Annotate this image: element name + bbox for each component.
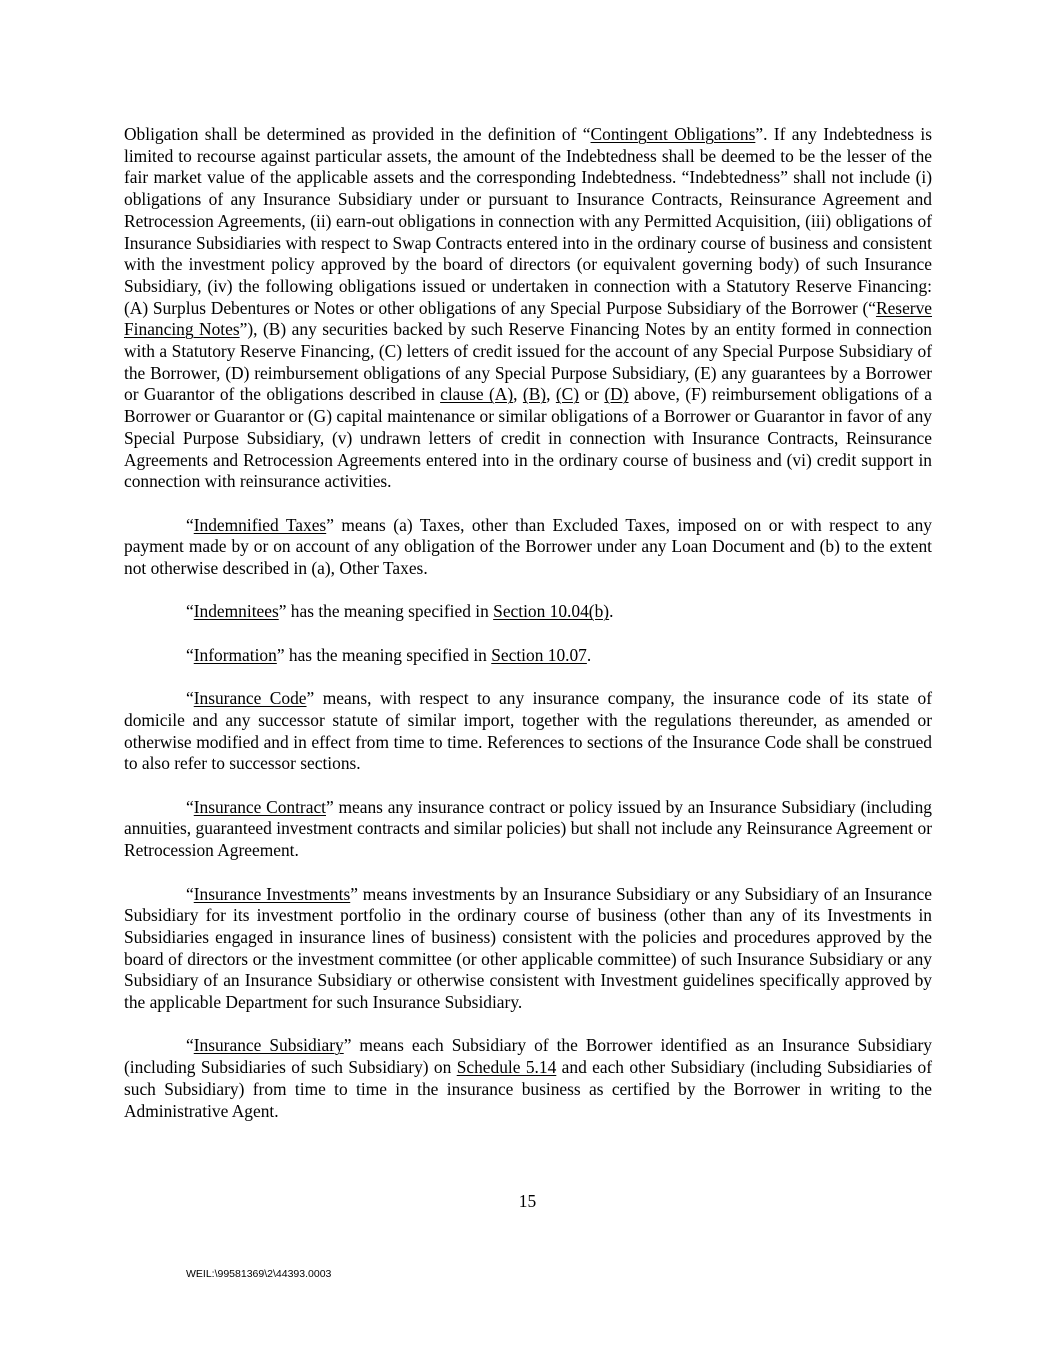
text-span: ” means (a) Taxes, other than Excluded Taxes, imposed on or with respect to any payment made by or on account of any obligation of the Borrower under any Loan Document and (b) to the extent not otherwise described in (a), Other Taxes. bbox=[124, 514, 932, 579]
text-span: ”), (B) any securities backed by such Reserve Financing Notes by an entity formed in connection with a Statutory Reserve Financing, (C) letters of credit issued for the account of any Special Purpose Subsidiary of the Borrower, (D) reimbursement obligations of any Special Purpose Subsidiary, (E) any guarantees by a Borrower or Guarantor of the obligations described in bbox=[124, 319, 932, 405]
clause-reference: (C) bbox=[555, 384, 580, 405]
text-span: ” has the meaning specified in bbox=[278, 601, 494, 622]
definition-insurance-code bbox=[124, 688, 932, 775]
text-span: ” means any insurance contract or policy issued by an Insurance Subsidiary (including annuities, guaranteed investment contracts and similar policies) but shall not include any Reinsurance Agreement or Retrocession Agreement. bbox=[124, 796, 932, 861]
clause-reference: (B) bbox=[522, 384, 547, 405]
text-span: “ bbox=[186, 601, 194, 622]
text-span: ” means, with respect to any insurance company, the insurance code of its state of domicile and any successor statute of similar import, together with the regulations thereunder, as amended or otherwise modified and in effect from time to time. References to sections of the Insurance Code shall be construed to also refer to successor sections. bbox=[124, 688, 932, 774]
text-span: ” has the meaning specified in bbox=[276, 644, 492, 665]
defined-term-link: Contingent Obligations bbox=[590, 124, 756, 144]
defined-term: Insurance Contract bbox=[193, 796, 326, 817]
document-body bbox=[124, 124, 932, 1144]
text-span: ” means investments by an Insurance Subsidiary or any Subsidiary of an Insurance Subsidiary for its investment portfolio in the ordinary course of business (other than any of its Investments in Subsidiaries engaged in insurance lines of business) consistent with the policies and procedures approved by the board of directors or the investment committee (or other applicable committee) of such Insurance Subsidiary or any Subsidiary of an Insurance Subsidiary or otherwise consistent with Investment guidelines specifically approved by the applicable Department for such Insurance Subsidiary. bbox=[124, 883, 932, 1013]
defined-term: Insurance Investments bbox=[193, 883, 351, 904]
definition-insurance-contract bbox=[124, 797, 932, 862]
text-span: and each other Subsidiary (including Subsidiaries of such Subsidiary) from time to time in the insurance business as certified by the Borrower in writing to the Administrative Agent. bbox=[124, 1057, 932, 1121]
section-reference: Section 10.07 bbox=[491, 644, 587, 665]
text-span: ” means each Subsidiary of the Borrower identified as an Insurance Subsidiary (including Subsidiaries of such Subsidiary) on bbox=[124, 1035, 932, 1078]
clause-reference: (D) bbox=[604, 384, 629, 405]
defined-term: Insurance Subsidiary bbox=[193, 1035, 344, 1056]
definition-indemnitees bbox=[124, 601, 932, 623]
text-span: “ bbox=[186, 688, 194, 709]
text-span: Obligation shall be determined as provided in the definition of “ bbox=[124, 124, 591, 144]
text-span: , bbox=[513, 384, 523, 405]
text-span: “ bbox=[186, 1035, 194, 1056]
page-number: 15 bbox=[518, 1191, 537, 1211]
text-span: above, (F) reimbursement obligations of a Borrower or Guarantor or (G) capital maintenance or similar obligations of a Borrower or Guarantor in favor of any Special Purpose Subsidiary, (v) undrawn letters of credit in connection with Insurance Contracts, Reinsurance Agreements and Retrocession Agreements entered into in the ordinary course of business and (vi) credit support in connection with reinsurance activities. bbox=[124, 384, 932, 492]
definition-insurance-investments bbox=[124, 884, 932, 1014]
defined-term: Indemnitees bbox=[193, 601, 279, 622]
defined-term: Information bbox=[193, 644, 277, 665]
text-span: . bbox=[609, 601, 614, 622]
text-span: “ bbox=[186, 796, 194, 817]
text-span: “ bbox=[186, 514, 194, 535]
definition-insurance-subsidiary bbox=[124, 1035, 932, 1122]
text-span: “ bbox=[186, 883, 194, 904]
text-span: ”. If any Indebtedness is limited to recourse against particular assets, the amount of the Indebtedness shall be deemed to be the lesser of the fair market value of the applicable assets and the corresponding Indebtedness. “Indebtedness” shall not include (i) obligations of any Insurance Subsidiary under or pursuant to Insurance Contracts, Reinsurance Agreement and Retrocession Agreements, (ii) earn-out obligations in connection with any Permitted Acquisition, (iii) obligations of Insurance Subsidiaries with respect to Swap Contracts entered into in the ordinary course of business and consistent with the investment policy approved by the board of directors (or equivalent governing body) of such Insurance Subsidiary, (iv) the following obligations issued or undertaken in connection with a Statutory Reserve Financing: (A) Surplus Debentures or Notes or other obligations of any Special Purpose Subsidiary of the Borrower (“ bbox=[124, 124, 933, 318]
document-id-footer: WEIL:\99581369\2\44393.0003 bbox=[186, 1268, 332, 1280]
defined-term: Insurance Code bbox=[193, 688, 307, 709]
definition-indemnified-taxes bbox=[124, 515, 932, 580]
clause-reference: clause (A) bbox=[440, 384, 514, 405]
section-reference: Section 10.04(b) bbox=[493, 601, 610, 622]
paragraph-indebtedness-continued bbox=[124, 124, 932, 493]
schedule-reference: Schedule 5.14 bbox=[456, 1057, 557, 1078]
definition-information bbox=[124, 645, 932, 667]
text-span: “ bbox=[186, 644, 194, 665]
text-span: or bbox=[579, 384, 605, 405]
text-span: , bbox=[546, 384, 556, 405]
text-span: . bbox=[586, 644, 592, 665]
defined-term: Indemnified Taxes bbox=[193, 514, 327, 535]
defined-term-link: Reserve Financing Notes bbox=[124, 297, 932, 340]
